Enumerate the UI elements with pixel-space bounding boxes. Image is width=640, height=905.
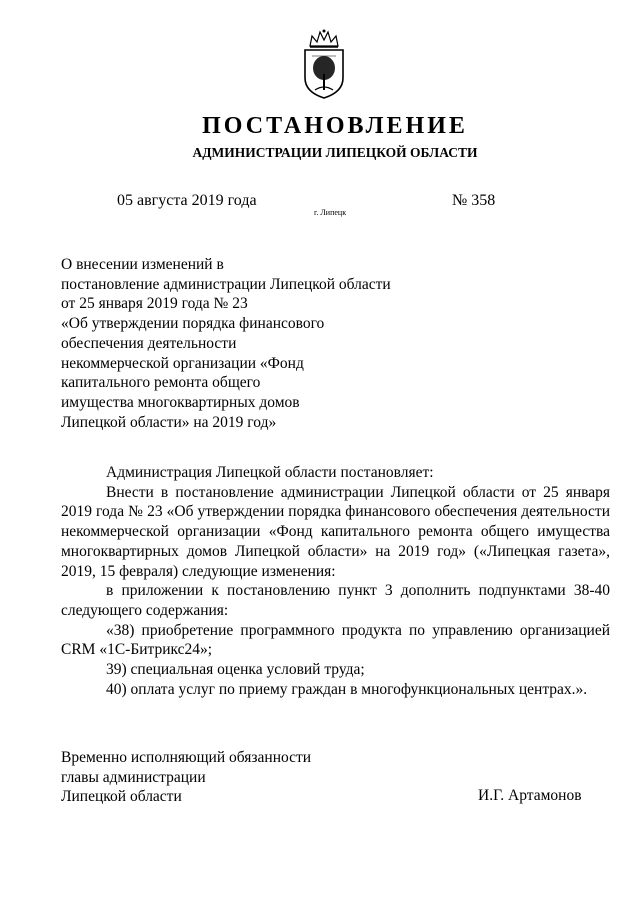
signature-position-line: Временно исполняющий обязанности [61,749,312,766]
subject-line: Липецкой области» на 2019 год» [61,413,277,431]
document-city: г. Липецк [314,208,347,217]
document-title: ПОСТАНОВЛЕНИЕ [202,113,468,139]
body-paragraph: Внести в постановление администрации Липецкой области от 25 января 2019 года № 23 «Об утверждении порядка финансового обеспечения деятельности некоммерческой организации «Фонд капитального ремонта общего имущества многоквартирных домов Липецкой области» на 2019 год» («Липецкая газета», 2019, 15 февраля) следующие изменения: [61,483,610,580]
body-paragraph: 40) оплата услуг по приему граждан в многофункциональных центрах.». [106,680,588,698]
subject-line: некоммерческой организации «Фонд [61,354,304,372]
subject-line: обеспечения деятельности [61,334,237,352]
subject-line: «Об утверждении порядка финансового [61,315,325,333]
subject-line: от 25 января 2019 года № 23 [61,295,248,313]
signature-position-line: Липецкой области [61,788,182,806]
document-body [61,463,610,699]
subject-line: О внесении изменений в [61,256,224,273]
document-subtitle: АДМИНИСТРАЦИИ ЛИПЕЦКОЙ ОБЛАСТИ [192,145,478,160]
body-paragraph: 39) специальная оценка условий труда; [106,661,365,679]
document-date: 05 августа 2019 года [117,192,257,209]
subject-line: капитального ремонта общего [61,374,261,392]
body-paragraph: Администрация Липецкой области постановляет: [106,464,434,481]
coat-of-arms-emblem [300,28,348,100]
document-subject [61,255,391,432]
subject-line: имущества многоквартирных домов [61,393,300,411]
signer-name: И.Г. Артамонов [478,787,582,804]
body-paragraph: «38) приобретение программного продукта по управлению организацией CRM «1С-Битрикс24»; [61,621,610,659]
body-paragraph: в приложении к постановлению пункт 3 дополнить подпунктами 38-40 следующего содержания: [61,582,610,619]
signature-position-line: главы администрации [61,768,206,786]
document-number: № 358 [452,192,496,209]
signature-block [61,748,311,807]
subject-line: постановление администрации Липецкой области [61,275,391,293]
